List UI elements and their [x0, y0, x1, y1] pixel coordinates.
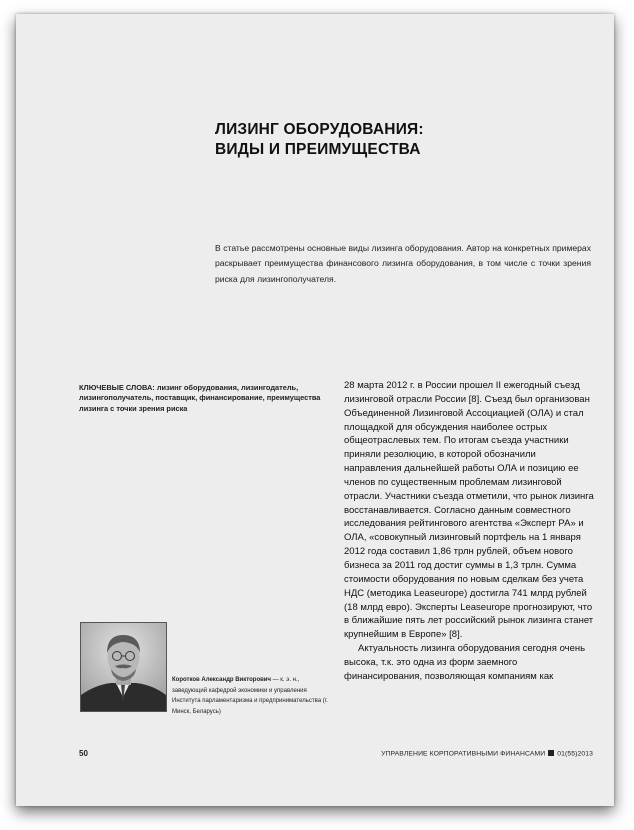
body-paragraph-2: Актуальность лизинга оборудования сегодня очень высока, т.к. это одна из форм заемного финансирования, позволяющая компаниям как: [344, 643, 586, 682]
author-portrait-image: [81, 623, 166, 711]
article-abstract: В статье рассмотрены основные виды лизинга оборудования. Автор на конкретных примерах раскрывает преимущества финансового лизинга оборудования, в том числе с точки зрения риска для лизингополучателя.: [215, 243, 591, 284]
body-paragraph-1: 28 марта 2012 г. в России прошел II ежегодный съезд лизинговой отрасли России [8]. Съезд был организован Объединенной Лизинговой Ассоциацией (ОЛА) и стал площадкой для обсуждения наиболее острых общеотраслевых тем. По итогам съезда участники приняли резолюцию, в которой обозначили направления дальнейшей работы ОЛА и позицию ее членов по существенным проблемам лизинговой отрасли. Участники съезда отметили, что рынок лизинга восстанавливается. Согласно данным совместного исследования рейтингового агентства «Эксперт РА» и ОЛА, «совокупный лизинговый портфель на 1 января 2012 года составил 1,86 трлн рублей, объем нового бизнеса за 2011 год достиг суммы в 1,3 трлн. Сумма стоимости оборудования по новым сделкам без учета НДС (методика Leaseurope) достигла 741 млрд рублей (18 млрд евро). Эксперты Leaseurope прогнозируют, что в ближайшие пять лет российский рынок лизинга станет крупнейшим в Европе» [8].: [344, 380, 594, 641]
journal-running-title: [381, 750, 593, 758]
keywords-label: КЛЮЧЕВЫЕ СЛОВА:: [79, 383, 155, 392]
article-title: [215, 120, 595, 160]
page-footer: [79, 749, 593, 761]
article-body: [344, 379, 594, 684]
keywords-text: лизинг оборудования, лизингодатель, лизингополучатель, поставщик, финансирование, преимущества лизинга с точки зрения риска: [79, 383, 321, 413]
square-separator-icon: [548, 750, 554, 756]
author-bio: — к. э. н., заведующий кафедрой экономики и управления Института парламентаризма и предпринимательства (г. Минск, Беларусь): [172, 677, 328, 715]
author-info: [172, 675, 332, 717]
page-number: 50: [79, 749, 88, 758]
article-title-line-1: ЛИЗИНГ ОБОРУДОВАНИЯ:: [215, 121, 424, 138]
article-title-line-2: ВИДЫ И ПРЕИМУЩЕСТВА: [215, 141, 421, 158]
journal-issue: 01(55)2013: [557, 750, 593, 758]
journal-page: [16, 14, 614, 806]
author-photo: [80, 622, 167, 712]
keywords-block: [79, 383, 326, 414]
journal-name: УПРАВЛЕНИЕ КОРПОРАТИВНЫМИ ФИНАНСАМИ: [381, 750, 546, 758]
author-name: Коротков Александр Викторович: [172, 677, 271, 683]
